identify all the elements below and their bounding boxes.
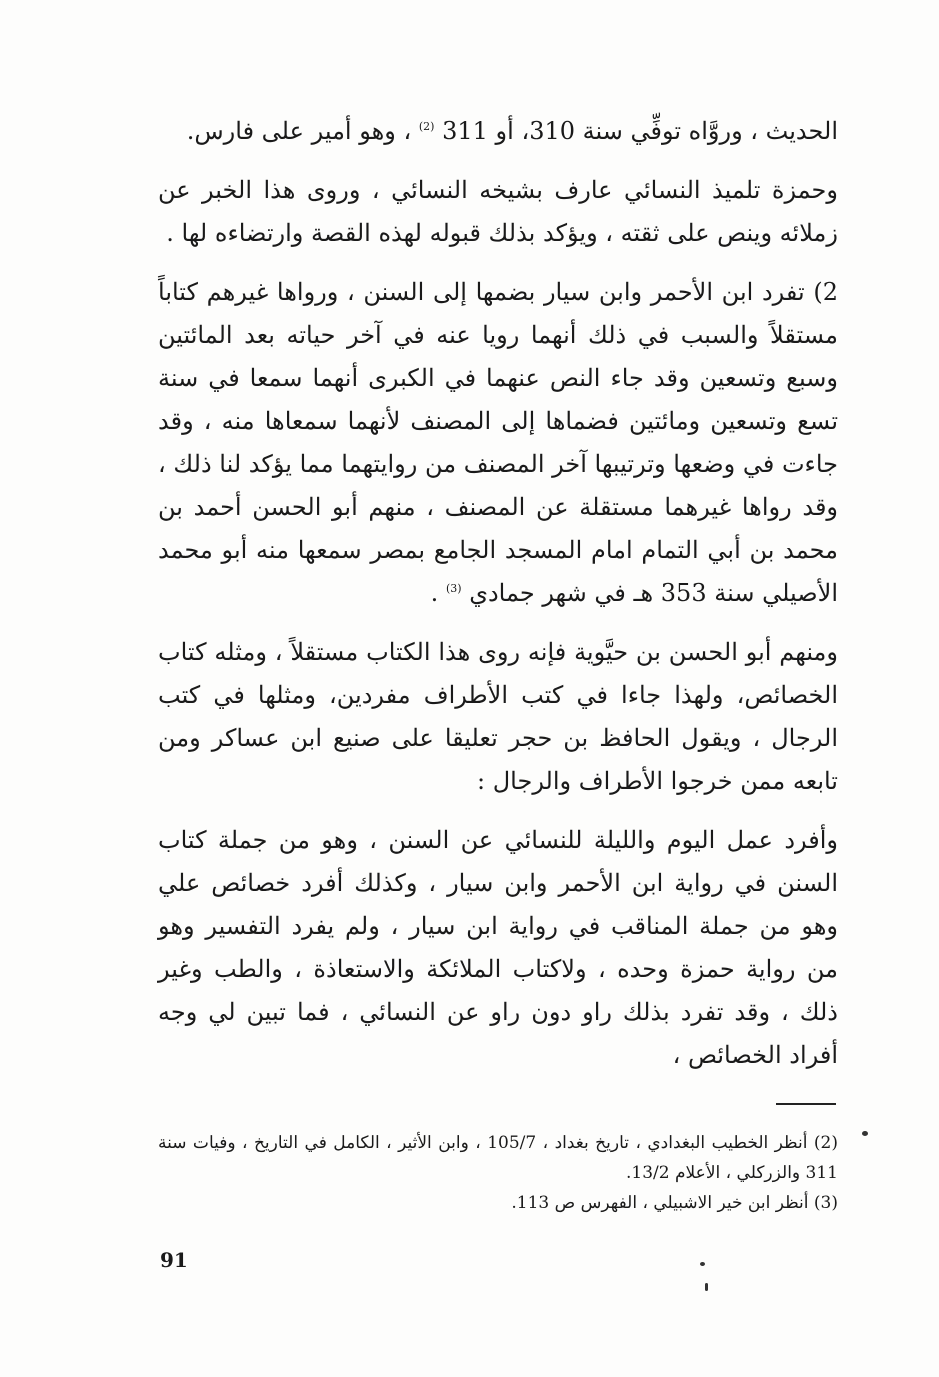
paragraph-1 [158,110,838,153]
footnotes [158,1128,838,1218]
page-number: 91 [160,1248,188,1272]
footnote-2: (2) أنظر الخطيب البغدادي ، تاريخ بغداد ، 105/7 ، وابن الأثير ، الكامل في التاريخ ، وفيات سنة 311 والزركلي ، الأعلام 13/2. [158,1133,838,1183]
paragraph-3-tail: . [430,579,439,607]
paragraph-1-tail: ، وهو أمير على فارس. [186,117,412,145]
footnote-ref-2[interactable]: (2) [418,120,435,133]
paragraph-2: وحمزة تلميذ النسائي عارف بشيخه النسائي ، وروى هذا الخبر عن زملائه وينص على ثقته ، ويؤكد بذلك قبوله لهذه القصة وارتضاءه لها . [158,176,838,247]
footnote-3: (3) أنظر ابن خير الاشبيلي ، الفهرس ص 113. [511,1193,838,1213]
paragraph-3-text: 2) تفرد ابن الأحمر وابن سيار بضمها إلى السنن ، ورواها غيرهم كتاباً مستقلاً والسبب في ذلك أنهما رويا عنه في آخر حياته بعد المائتين وسبع وتسعين وقد جاء النص عنهما في الكبرى أنهما سمعا في سنة تسع وتسعين ومائتين فضماها إلى المصنف لأنهما سمعاها منه ، وقد جاءت في وضعها وترتيبها آخر المصنف من روايتهما مما يؤكد لنا ذلك ، وقد رواها غيرهما مستقلة عن المصنف ، منهم أبو الحسن أحمد بن محمد بن أبي التمام امام المسجد الجامع بمصر سمعها منه أبو محمد الأصيلي سنة 353 هـ في شهر جمادي [158,278,839,607]
paragraph-5: وأفرد عمل اليوم والليلة للنسائي عن السنن ، وهو من جملة كتاب السنن في رواية ابن الأحمر وابن سيار ، وكذلك أفرد خصائص علي وهو من جملة المناقب في رواية ابن سيار ، ولم يفرد التفسير وهو من رواية حمزة وحده ، ولاكتاب الملائكة والاستعاذة ، والطب وغير ذلك ، وقد تفرد بذلك راو دون راو عن النسائي ، فما تبين لي وجه أفراد الخصائص ، [158,826,838,1069]
footnote-divider [776,1103,836,1105]
paragraph-1-text: الحديث ، وروَّاه توفِّي سنة 310، أو 311 [442,117,838,145]
footnote-ref-3[interactable]: (3) [445,582,462,595]
ink-speck [705,1283,708,1291]
ink-speck [862,1131,868,1136]
ink-speck [700,1262,705,1266]
paragraph-4: ومنهم أبو الحسن بن حيَّوية فإنه روى هذا الكتاب مستقلاً ، ومثله كتاب الخصائص، ولهذا جاءا في كتب الأطراف مفردين، ومثلها في كتب الرجال ، ويقول الحافظ بن حجر تعليقا على صنيع ابن عساكر ومن تابعه ممن خرجوا الأطراف والرجال : [158,638,839,795]
main-text [158,110,838,1077]
paragraph-3 [158,271,838,615]
